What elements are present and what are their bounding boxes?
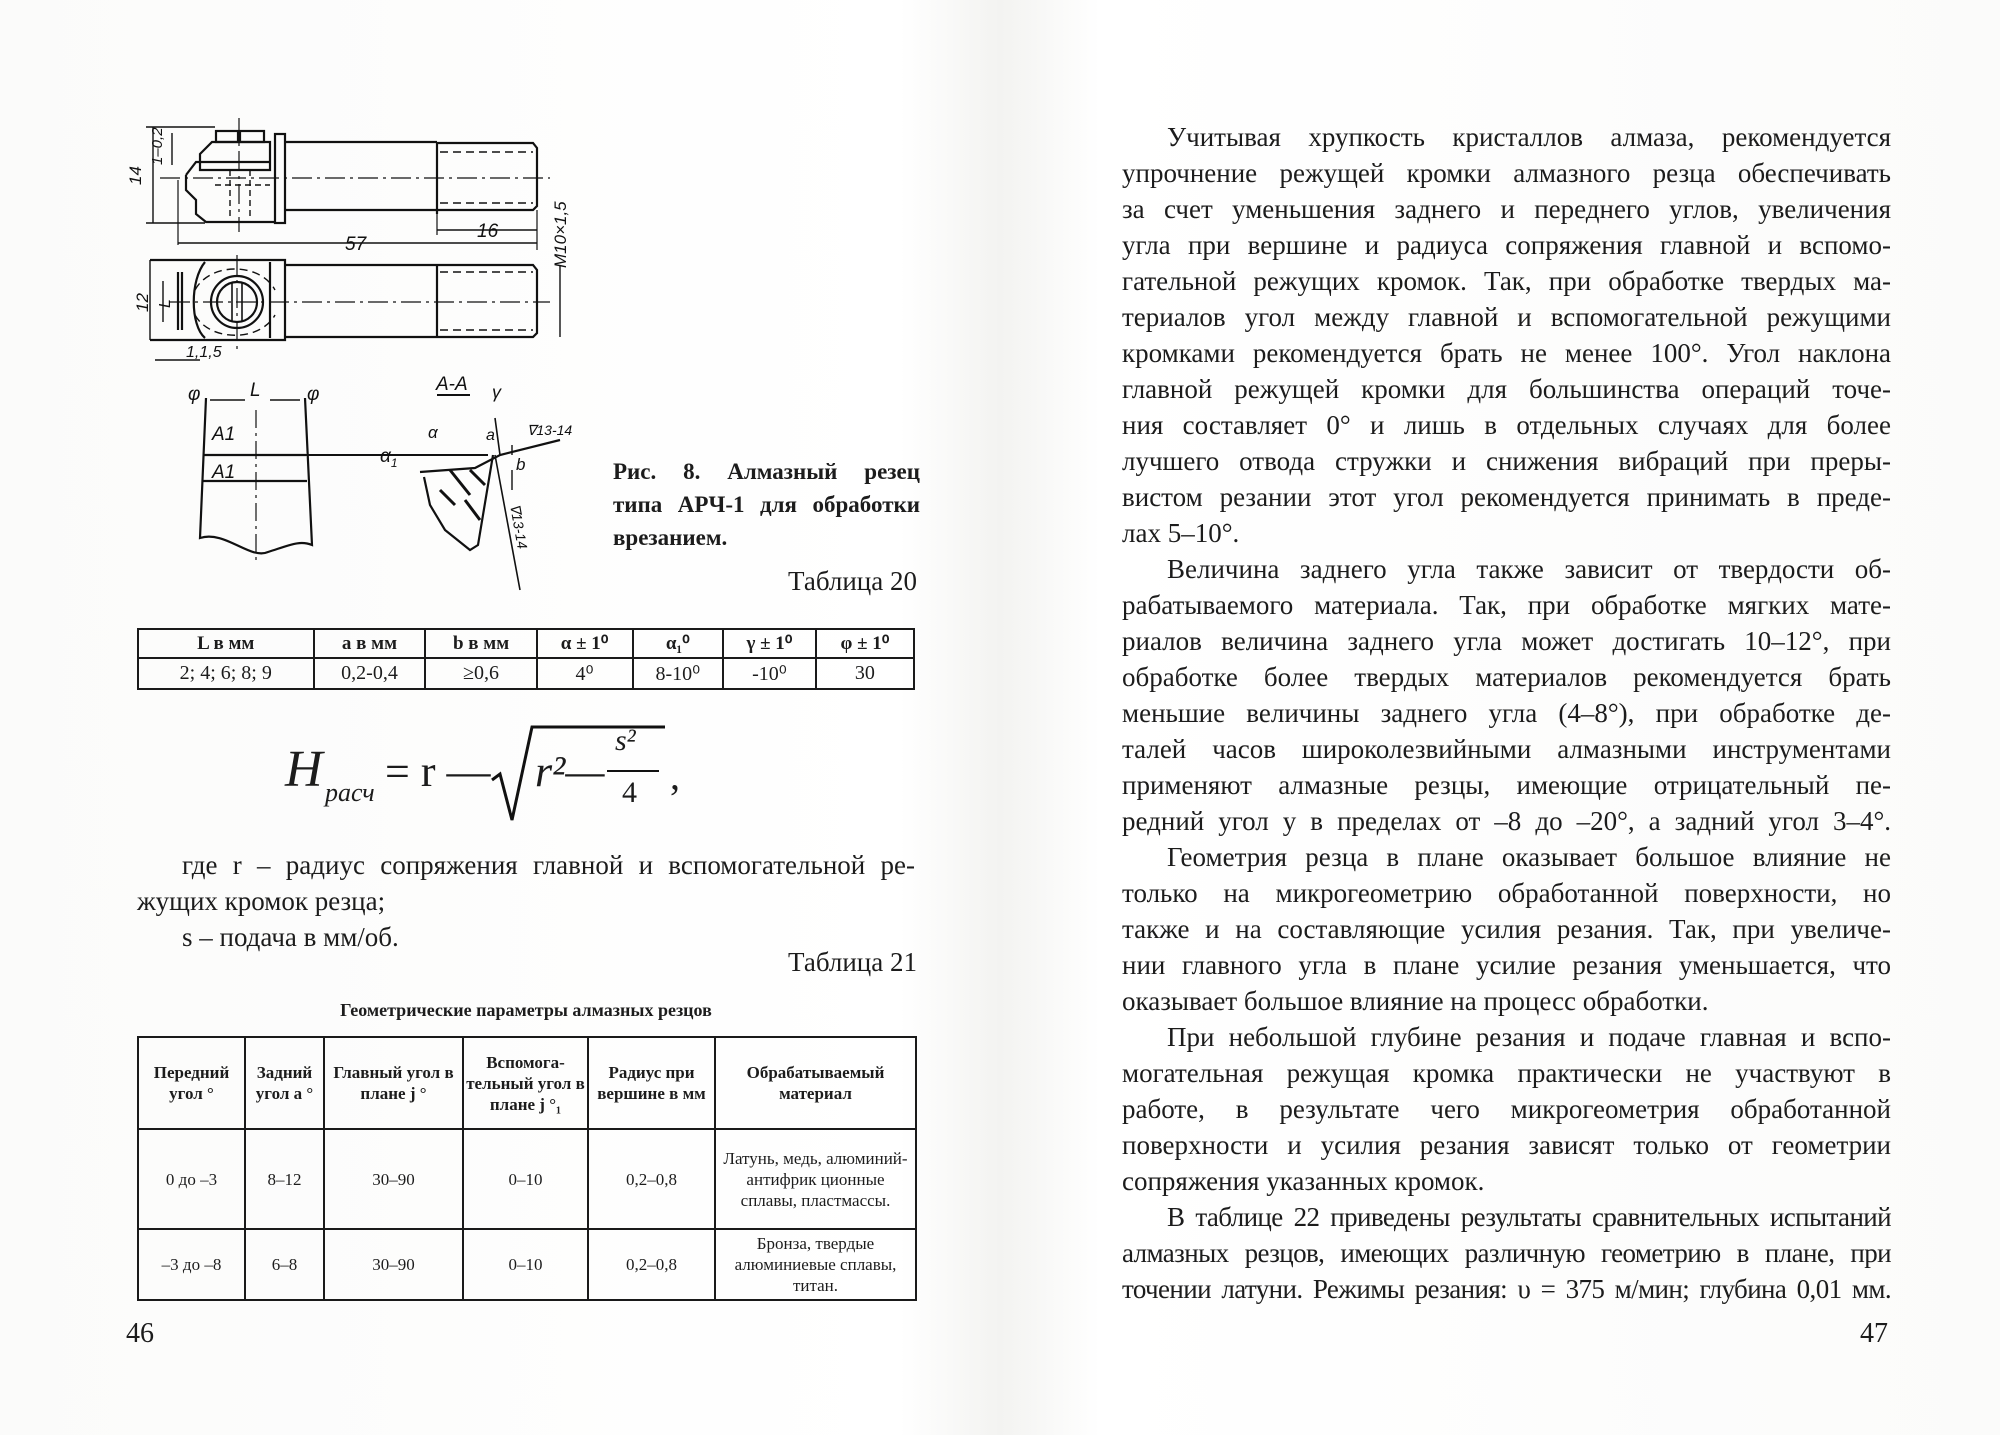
table-header-cell: α₁⁰ (633, 629, 724, 658)
table-header-cell: Обрабатываемый материал (715, 1037, 916, 1129)
text-line: упрочнение режущей кромки алмазного резца обеспечивать (1122, 158, 1891, 188)
table-cell: Бронза, твердые алюминиевые сплавы, титан. (715, 1229, 916, 1300)
text-line: могательная режущая кромка практически не участвуют в (1122, 1058, 1891, 1088)
table-header-cell: Радиус при вершине в мм (588, 1037, 715, 1129)
a-label: a (486, 427, 495, 444)
text-line: главной режущей кромки для большинства операций точе- (1122, 374, 1891, 404)
text-line: угла при вершине и радиуса сопряжения главной и вспомо- (1122, 230, 1891, 260)
alpha-label: α (428, 423, 438, 442)
table-cell: 0–10 (463, 1129, 588, 1229)
fraction-bar (607, 770, 659, 772)
text-line: рабатываемого материала. Так, при обработке мягких мате- (1122, 590, 1891, 620)
text-line: редний угол y в пределах от –8 до –20°, а задний угол 3–4°. (1122, 806, 1891, 836)
table-cell: ≥0,6 (425, 658, 536, 689)
text-line: вистом резании этот угол рекомендуется принимать в преде- (1122, 482, 1891, 512)
table-row (138, 1129, 916, 1229)
formula-h: H (285, 741, 323, 798)
formula-denominator: 4 (622, 776, 637, 809)
text-line: Величина заднего угла также зависит от твердости об- (1167, 554, 1891, 584)
page-number-left: 46 (126, 1318, 154, 1349)
table-header-cell: γ ± 1⁰ (723, 629, 816, 658)
text-line: В таблице 22 приведены результаты сравнительных испытаний (1167, 1202, 1891, 1232)
text-line: Геометрия резца в плане оказывает большое влияние не (1167, 842, 1891, 872)
caption-line: Рис. 8. Алмазный резец (613, 459, 920, 484)
dim-m10: M10×1,5 (551, 201, 570, 268)
table-cell: 8-10⁰ (633, 658, 724, 689)
roughness-side: ∇13-14 (507, 502, 531, 551)
table-cell: 2; 4; 6; 8; 9 (138, 658, 314, 689)
formula-r2: r²— (535, 747, 605, 796)
text-line: ния составляет 0° и лишь в отдельных случаях для более (1122, 410, 1891, 440)
table21-label: Таблица 21 (788, 947, 917, 977)
text-line: сопряжения указанных кромок. (1122, 1166, 1485, 1196)
table-header-cell: L в мм (138, 629, 314, 658)
table-cell: 30–90 (324, 1229, 463, 1300)
dim-14: 14 (126, 166, 145, 185)
text-line: алмазных резцов, имеющих различную геометрию в плане, при (1122, 1238, 1891, 1268)
dim-57: 57 (345, 234, 367, 255)
table-20 (137, 628, 915, 690)
table-row (138, 1229, 916, 1300)
table21-title: Геометрические параметры алмазных резцов (340, 1000, 712, 1020)
table-cell: -10⁰ (723, 658, 816, 689)
table-header-cell: Передний угол ° (138, 1037, 245, 1129)
a1-top: A1 (212, 424, 236, 445)
section-label: A-A (436, 374, 468, 395)
gamma-label: γ (492, 382, 501, 402)
text-line: только на микрогеометрию обработанной поверхности, но (1122, 878, 1891, 908)
phi-left: φ (188, 384, 201, 405)
table-header-cell: Вспомога-тельный угол в плане j °₁ (463, 1037, 588, 1129)
table-header-cell: α ± 1⁰ (537, 629, 633, 658)
roughness-top: ∇13-14 (527, 422, 573, 438)
dim-1-1-5: 1,1,5 (186, 344, 222, 361)
table-cell: 6–8 (245, 1229, 324, 1300)
dim-l-side: L (157, 299, 174, 308)
formula-subscript: расч (325, 778, 375, 807)
text-line: риалов величина заднего угла может достигать 10–12°, при (1122, 626, 1891, 656)
table-cell: 8–12 (245, 1129, 324, 1229)
table-cell: 30 (816, 658, 914, 689)
formula-eq: = r — (385, 747, 491, 796)
a1-bottom: A1 (212, 462, 236, 483)
table-cell: 30–90 (324, 1129, 463, 1229)
dim-12: 12 (133, 293, 152, 312)
text-line: где r – радиус сопряжения главной и вспомогательной ре- (182, 850, 915, 880)
text-line: жущих кромок резца; (137, 886, 386, 916)
formula-comma: , (670, 753, 680, 798)
text-line: поверхности и усилия резания зависят только от геометрии (1122, 1130, 1891, 1160)
table20-label: Таблица 20 (788, 566, 917, 596)
table-cell: Латунь, медь, алюминий-антифрик ционные сплавы, пластмассы. (715, 1129, 916, 1229)
table-header-row (138, 1037, 916, 1129)
text-line: точении латуни. Режимы резания: υ = 375 м/мин; глубина 0,01 мм. (1122, 1274, 1891, 1304)
page-number-right: 47 (1860, 1318, 1888, 1349)
table-header-cell: a в мм (314, 629, 426, 658)
text-line: обработке более твердых материалов рекомендуется брать (1122, 662, 1891, 692)
dim-1-02: 1–0,2 (149, 127, 166, 165)
text-line: кромками рекомендуется брать не менее 100°. Угол наклона (1122, 338, 1891, 368)
text-line: меньшие величины заднего угла (4–8°), при обработке де- (1122, 698, 1891, 728)
table-cell: –3 до –8 (138, 1229, 245, 1300)
text-line: лах 5–10°. (1122, 518, 1240, 548)
table-header-cell: Главный угол в плане j ° (324, 1037, 463, 1129)
dim-l: L (250, 380, 261, 401)
caption-line: врезанием. (613, 525, 728, 550)
formula (285, 722, 725, 822)
table-cell: 4⁰ (537, 658, 633, 689)
text-line: лучшего отвода стружки и снижения вибраций при преры- (1122, 446, 1891, 476)
text-line: гательной режущих кромок. Так, при обработке твердых ма- (1122, 266, 1891, 296)
text-line: за счет уменьшения заднего и переднего углов, увеличения (1122, 194, 1891, 224)
table-header-cell: b в мм (425, 629, 536, 658)
text-line: s – подача в мм/об. (182, 922, 399, 952)
caption-line: типа АРЧ-1 для обработки (613, 492, 920, 517)
text-line: применяют алмазные резцы, имеющие отрицательный пе- (1122, 770, 1891, 800)
table-21 (137, 1036, 917, 1301)
text-line: При небольшой глубине резания и подаче главная и вспо- (1167, 1022, 1891, 1052)
table-cell: 0,2–0,8 (588, 1229, 715, 1300)
text-line: Учитывая хрупкость кристаллов алмаза, рекомендуется (1167, 122, 1891, 152)
table-header-row (138, 629, 914, 658)
table-cell: 0,2-0,4 (314, 658, 426, 689)
phi-right: φ (307, 384, 320, 405)
text-line: также и на составляющие усилия резания. Так, при увеличе- (1122, 914, 1891, 944)
text-line: нии главного угла в плане усилие резания уменьшается, что (1122, 950, 1891, 980)
figure-caption (613, 455, 920, 554)
table-header-cell: Задний угол a ° (245, 1037, 324, 1129)
table-row (138, 658, 914, 689)
table-cell: 0,2–0,8 (588, 1129, 715, 1229)
text-line: талей часов широколезвийными алмазными инструментами (1122, 734, 1891, 764)
text-line: работе, в результате чего микрогеометрия обработанной (1122, 1094, 1891, 1124)
alpha1-label: $\alpha_1$ (380, 446, 398, 470)
table-cell: 0–10 (463, 1229, 588, 1300)
text-line: териалов угол между главной и вспомогательной режущими (1122, 302, 1891, 332)
table-header-cell: φ ± 1⁰ (816, 629, 914, 658)
formula-numerator: s² (615, 724, 636, 757)
dim-16: 16 (477, 221, 499, 242)
table-cell: 0 до –3 (138, 1129, 245, 1229)
text-line: оказывает большое влияние на процесс обработки. (1122, 986, 1709, 1016)
b-label: b (516, 455, 526, 474)
